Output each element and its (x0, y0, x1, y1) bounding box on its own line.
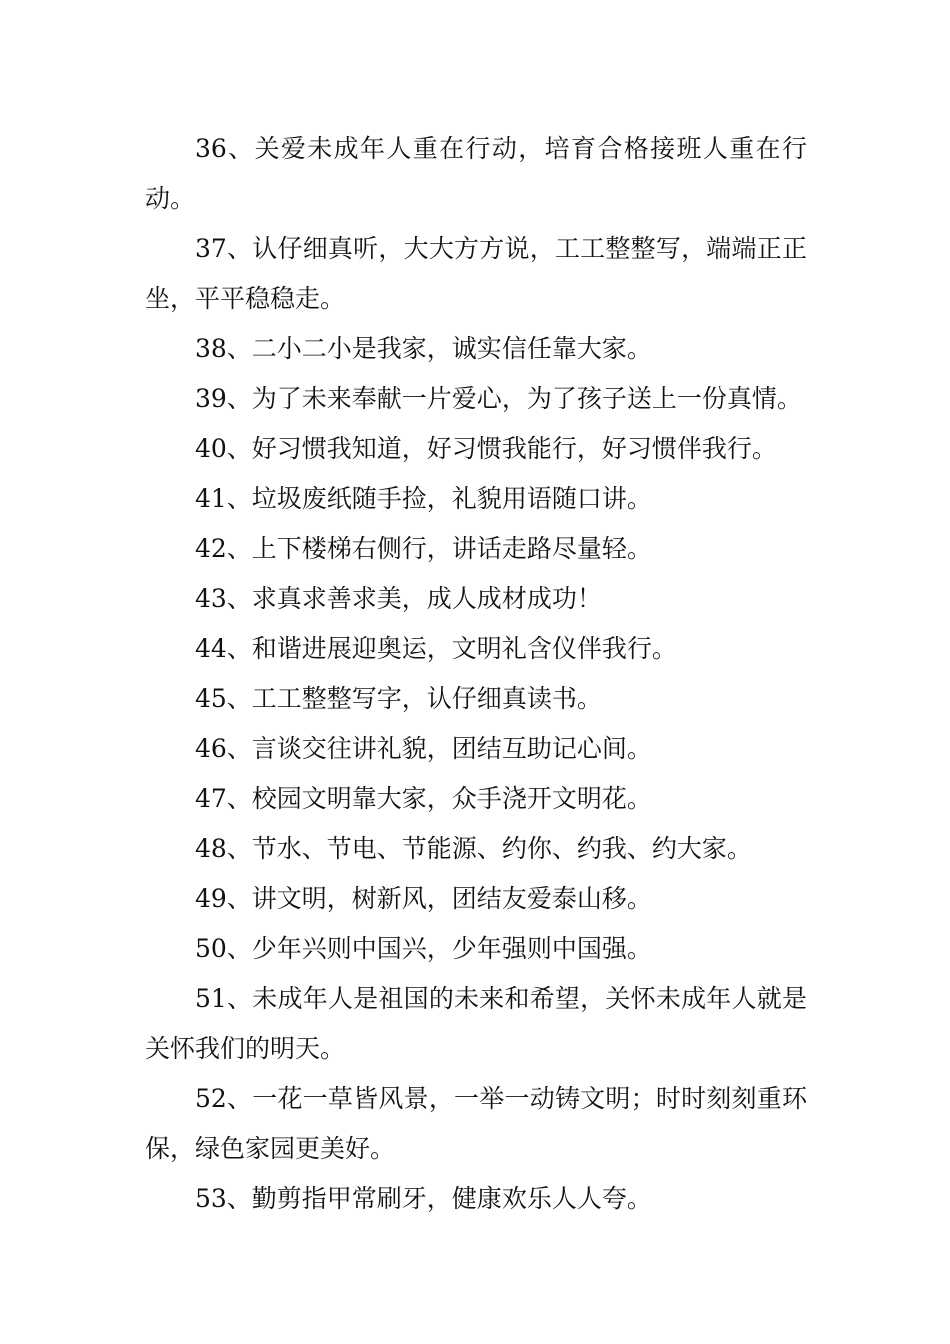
paragraph-51: 51、未成年人是祖国的未来和希望，关怀未成年人就是关怀我们的明天。 (145, 984, 807, 1063)
paragraph-52: 52、一花一草皆风景，一举一动铸文明；时时刻刻重环保，绿色家园更美好。 (145, 1084, 807, 1163)
paragraph-41: 41、垃圾废纸随手捡，礼貌用语随口讲。 (195, 484, 652, 513)
paragraph-37: 37、认仔细真听，大大方方说，工工整整写，端端正正坐，平平稳稳走。 (145, 234, 807, 313)
paragraph-46: 46、言谈交往讲礼貌，团结互助记心间。 (195, 734, 652, 763)
paragraph-40: 40、好习惯我知道，好习惯我能行，好习惯伴我行。 (195, 434, 777, 463)
paragraph-38: 38、二小二小是我家，诚实信任靠大家。 (195, 334, 652, 363)
paragraph-45: 45、工工整整写字，认仔细真读书。 (195, 684, 602, 713)
paragraph-48: 48、节水、节电、节能源、约你、约我、约大家。 (195, 834, 752, 863)
paragraph-44: 44、和谐进展迎奥运，文明礼含仪伴我行。 (195, 634, 677, 663)
paragraph-42: 42、上下楼梯右侧行，讲话走路尽量轻。 (195, 534, 652, 563)
paragraph-50: 50、少年兴则中国兴，少年强则中国强。 (195, 934, 652, 963)
paragraph-36: 36、关爱未成年人重在行动，培育合格接班人重在行动。 (145, 134, 807, 213)
paragraph-43: 43、求真求善求美，成人成材成功！ (195, 584, 602, 613)
paragraph-39: 39、为了未来奉献一片爱心，为了孩子送上一份真情。 (195, 384, 802, 413)
paragraph-47: 47、校园文明靠大家，众手浇开文明花。 (195, 784, 652, 813)
document-body (145, 124, 807, 1224)
paragraph-49: 49、讲文明，树新风，团结友爱泰山移。 (195, 884, 652, 913)
paragraph-53: 53、勤剪指甲常刷牙，健康欢乐人人夸。 (195, 1184, 652, 1213)
